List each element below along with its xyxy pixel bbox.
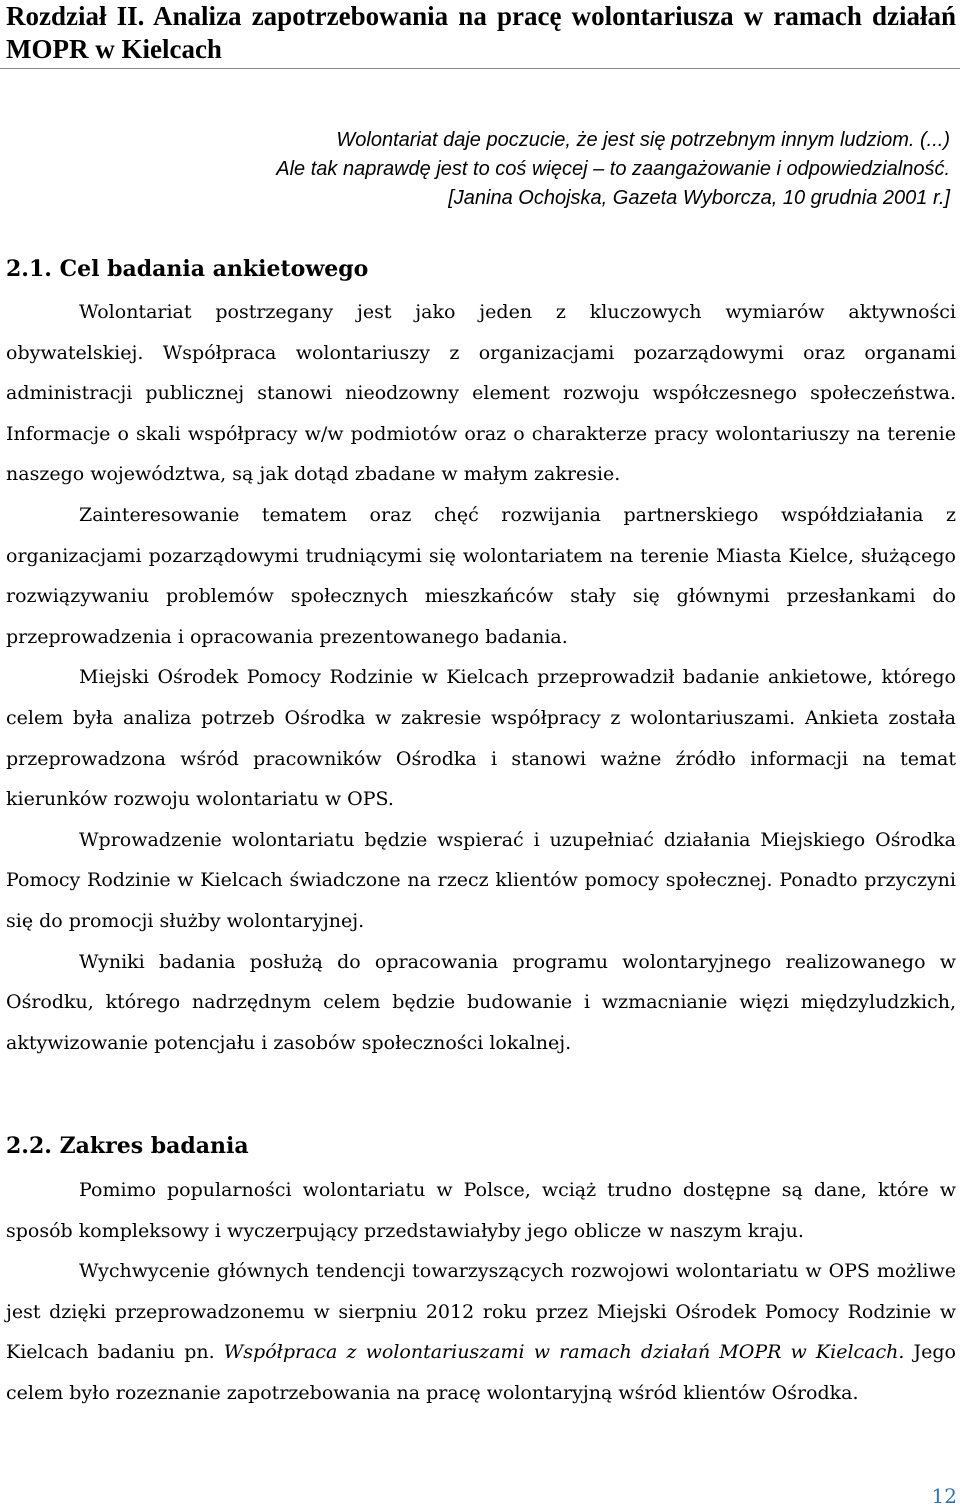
section-heading-2-1: 2.1. Cel badania ankietowego [6,256,369,282]
epigraph-line-2: Ale tak naprawdę jest to coś więcej – to zaangażowanie i odpowiedzialność. [276,158,950,180]
epigraph-line-1: Wolontariat daje poczucie, że jest się potrzebnym innym ludziom. (...) [336,129,950,151]
paragraph: Wprowadzenie wolontariatu będzie wspierać i uzupełniać działania Miejskiego Ośrodka Pomocy Rodzinie w Kielcach świadczone na rzecz klientów pomocy społecznej. Ponadto przyczyni się do promocji służby wolontaryjnej. [6,828,956,932]
chapter-title: Rozdział II. Analiza zapotrzebowania na pracę wolontariusza w ramach działań MOPR w Kielcach [6,1,956,64]
paragraph-text: Jego celem było rozeznanie zapotrzebowania na pracę wolontaryjną wśród klientów Ośrodka. [6,1341,956,1404]
paragraph: Wolontariat postrzegany jest jako jeden z kluczowych wymiarów aktywności obywatelskiej. Współpraca wolontariuszy z organizacjami pozarządowymi oraz organami administracji publicznej stanowi nieodzowny element rozwoju współczesnego społeczeństwa. Informacje o skali współpracy w/w podmiotów oraz o charakterze pracy wolontariuszy na terenie naszego województwa, są jak dotąd zbadane w małym zakresie. [6,301,956,486]
paragraph-text: Wychwycenie głównych tendencji towarzyszących rozwojowi wolontariatu w OPS możliwe jest dzięki przeprowadzonemu w sierpniu 2012 roku przez Miejski Ośrodek Pomocy Rodzinie w Kielcach badaniu pn. [6,1260,956,1364]
title-divider [0,68,960,69]
page-number: 12 [931,1484,957,1508]
survey-title: Współpraca z wolontariuszami w ramach działań MOPR w Kielcach. [223,1341,905,1364]
section-2-2-body [6,1170,956,1414]
paragraph: Pomimo popularności wolontariatu w Polsce, wciąż trudno dostępne są dane, które w sposób kompleksowy i wyczerpujący przedstawiałyby jego oblicze w naszym kraju. [6,1179,956,1242]
section-heading-2-2: 2.2. Zakres badania [6,1133,249,1159]
epigraph [150,126,950,213]
paragraph [6,1251,956,1413]
paragraph: Wyniki badania posłużą do opracowania programu wolontaryjnego realizowanego w Ośrodku, którego nadrzędnym celem będzie budowanie i wzmacnianie więzi międzyludzkich, aktywizowanie potencjału i zasobów społeczności lokalnej. [6,950,956,1054]
paragraph: Miejski Ośrodek Pomocy Rodzinie w Kielcach przeprowadził badanie ankietowe, którego celem była analiza potrzeb Ośrodka w zakresie współpracy z wolontariuszami. Ankieta została przeprowadzona wśród pracowników Ośrodka i stanowi ważne źródło informacji na temat kierunków rozwoju wolontariatu w OPS. [6,666,956,811]
section-2-1-body [6,292,956,1063]
paragraph: Zainteresowanie tematem oraz chęć rozwijania partnerskiego współdziałania z organizacjami pozarządowymi trudniącymi się wolontariatem na terenie Miasta Kielce, służącego rozwiązywaniu problemów społecznych mieszkańców stały się głównymi przesłankami do przeprowadzenia i opracowania prezentowanego badania. [6,503,956,648]
epigraph-source: [Janina Ochojska, Gazeta Wyborcza, 10 grudnia 2001 r.] [448,187,950,209]
